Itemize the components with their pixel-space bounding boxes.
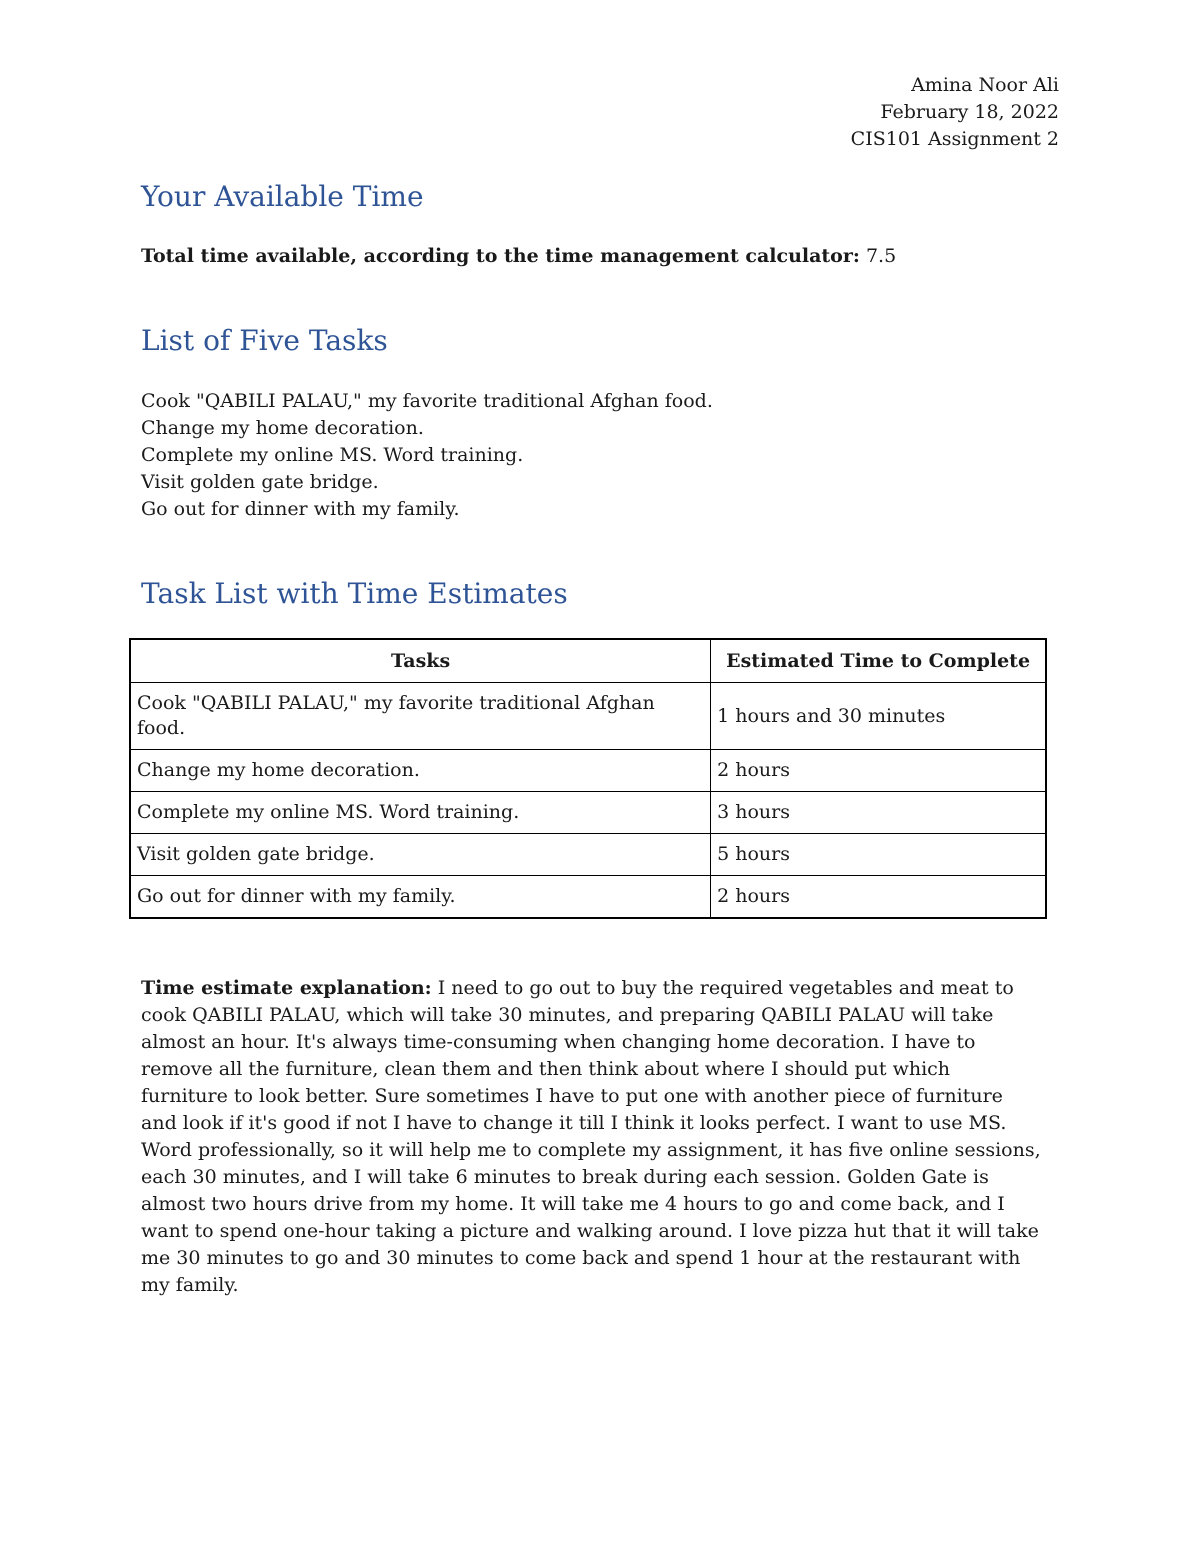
list-item: Go out for dinner with my family. xyxy=(141,498,460,520)
task-cell: Visit golden gate bridge. xyxy=(130,834,711,876)
column-header-tasks: Tasks xyxy=(130,639,711,683)
table-row xyxy=(130,683,1046,750)
list-item: Cook "QABILI PALAU," my favorite traditional Afghan food. xyxy=(141,390,713,412)
task-cell: Complete my online MS. Word training. xyxy=(130,792,711,834)
time-cell: 1 hours and 30 minutes xyxy=(711,683,1046,750)
list-item: Visit golden gate bridge. xyxy=(141,471,379,493)
task-cell: Go out for dinner with my family. xyxy=(130,876,711,919)
list-item: Change my home decoration. xyxy=(141,417,424,439)
available-time-heading: Your Available Time xyxy=(141,180,424,213)
time-cell: 2 hours xyxy=(711,876,1046,919)
table-row xyxy=(130,792,1046,834)
explanation-text: I need to go out to buy the required vegetables and meat to cook QABILI PALAU, which will take 30 minutes, and preparing QABILI PALAU will take almost an hour. It's always time-consuming when changing home decoration. I have to remove all the furniture, clean them and then think about where I should put which furniture to look better. Sure sometimes I have to put one with another piece of furniture and look if it's good if not I have to change it till I think it looks perfect. I want to use MS. Word professionally, so it will help me to complete my assignment, it has five online sessions, each 30 minutes, and I will take 6 minutes to break during each session. Golden Gate is almost two hours drive from my home. It will take me 4 hours to go and come back, and I want to spend one-hour taking a picture and walking around. I love pizza hut that it will take me 30 minutes to go and 30 minutes to come back and spend 1 hour at the restaurant with my family. xyxy=(141,977,1041,1296)
column-header-estimated-time: Estimated Time to Complete xyxy=(711,639,1046,683)
time-estimates-table xyxy=(129,638,1047,919)
table-row xyxy=(130,834,1046,876)
task-cell: Change my home decoration. xyxy=(130,750,711,792)
time-cell: 3 hours xyxy=(711,792,1046,834)
time-cell: 2 hours xyxy=(711,750,1046,792)
explanation-label: Time estimate explanation: xyxy=(141,977,432,999)
time-estimate-explanation xyxy=(141,975,1041,1299)
estimates-heading: Task List with Time Estimates xyxy=(141,577,568,610)
time-cell: 5 hours xyxy=(711,834,1046,876)
available-time-value: 7.5 xyxy=(865,245,897,267)
author-header xyxy=(851,72,1059,153)
table-header-row xyxy=(130,639,1046,683)
author-name: Amina Noor Ali xyxy=(911,74,1059,96)
list-item: Complete my online MS. Word training. xyxy=(141,444,524,466)
submission-date: February 18, 2022 xyxy=(880,101,1059,123)
task-cell: Cook "QABILI PALAU," my favorite traditional Afghan food. xyxy=(130,683,711,750)
table-row xyxy=(130,750,1046,792)
table-row xyxy=(130,876,1046,919)
course-assignment: CIS101 Assignment 2 xyxy=(850,128,1059,150)
task-list-heading: List of Five Tasks xyxy=(141,324,388,357)
five-tasks-list xyxy=(141,388,713,523)
available-time-label: Total time available, according to the time management calculator: xyxy=(141,245,860,267)
available-time-line xyxy=(141,245,896,267)
